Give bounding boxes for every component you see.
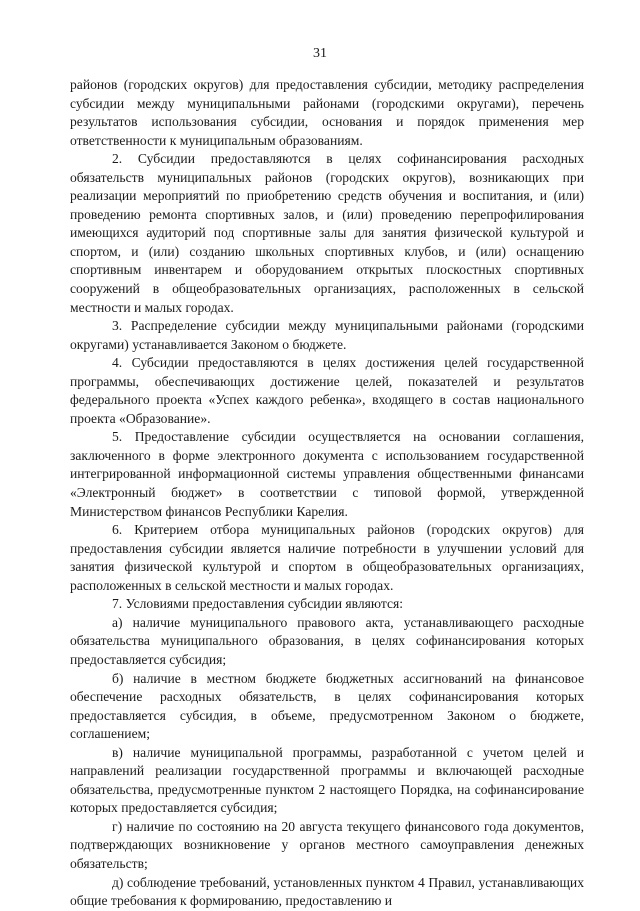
paragraph-subitem-d: д) соблюдение требований, установленных пунктом 4 Правил, устанавливающих общие требования к формированию, предоставлению и — [70, 874, 584, 909]
paragraph-item-7: 7. Условиями предоставления субсидии являются: — [112, 596, 404, 612]
document-body — [70, 76, 584, 911]
paragraph-item-5: 5. Предоставление субсидии осуществляется на основании соглашения, заключенного в форме электронного документа с использованием государственной интегрированной информационной системы управления общественными финансами «Электронный бюджет» в соответствии с типовой формой, утвержденной Министерством финансов Республики Карелия. — [70, 429, 584, 519]
paragraph-continuation: районов (городских округов) для предоставления субсидии, методику распределения субсидии между муниципальными районами (городскими округами), перечень результатов использования субсидии, основания и порядок применения мер ответственности к муниципальным образованиям. — [70, 77, 584, 148]
paragraph-item-3: 3. Распределение субсидии между муниципальными районами (городскими округами) устанавливается Законом о бюджете. — [70, 318, 584, 352]
paragraph-item-4: 4. Субсидии предоставляются в целях достижения целей государственной программы, обеспечивающих достижение целей, показателей и результатов федерального проекта «Успех каждого ребенка», входящего в состав национального проекта «Образование». — [70, 355, 584, 426]
page-number: 31 — [313, 46, 327, 61]
paragraph-subitem-b: б) наличие в местном бюджете бюджетных ассигнований на финансовое обеспечение расходных обязательств, в целях софинансирования которых предоставляется субсидия, в объеме, предусмотренном Законом о бюджете, соглашением; — [70, 670, 584, 742]
paragraph-subitem-a: а) наличие муниципального правового акта, устанавливающего расходные обязательства муниципального образования, в целях софинансирования которых предоставляется субсидия; — [70, 614, 584, 667]
paragraph-subitem-v: в) наличие муниципальной программы, разработанной с учетом целей и направлений реализации государственной программы и включающей расходные обязательства, предусмотренные пунктом 2 настоящего Порядка, на софинансирование которых предоставляется субсидия; — [70, 744, 584, 816]
paragraph-item-2: 2. Субсидии предоставляются в целях софинансирования расходных обязательств муниципальных районов (городских округов), возникающих при реализации мероприятий по приобретению средств обучения и воспитания, и (или) проведению ремонта спортивных залов, и (или) проведению перепрофилирования имеющихся аудиторий под спортивные залы для занятия физической культурой и спортом, и (или) созданию школьных спортивных клубов, и (или) оснащению спортивным инвентарем и оборудованием открытых плоскостных спортивных сооружений в общеобразовательных организациях, расположенных в сельской местности и малых городах. — [70, 151, 584, 315]
paragraph-item-6: 6. Критерием отбора муниципальных районов (городских округов) для предоставления субсидии является наличие потребности в улучшении условий для занятия физической культурой и спортом в общеобразовательных организациях, расположенных в сельской местности и малых городах. — [70, 522, 584, 593]
paragraph-subitem-g: г) наличие по состоянию на 20 августа текущего финансового года документов, подтверждающих возникновение у органов местного самоуправления денежных обязательств; — [70, 818, 584, 871]
